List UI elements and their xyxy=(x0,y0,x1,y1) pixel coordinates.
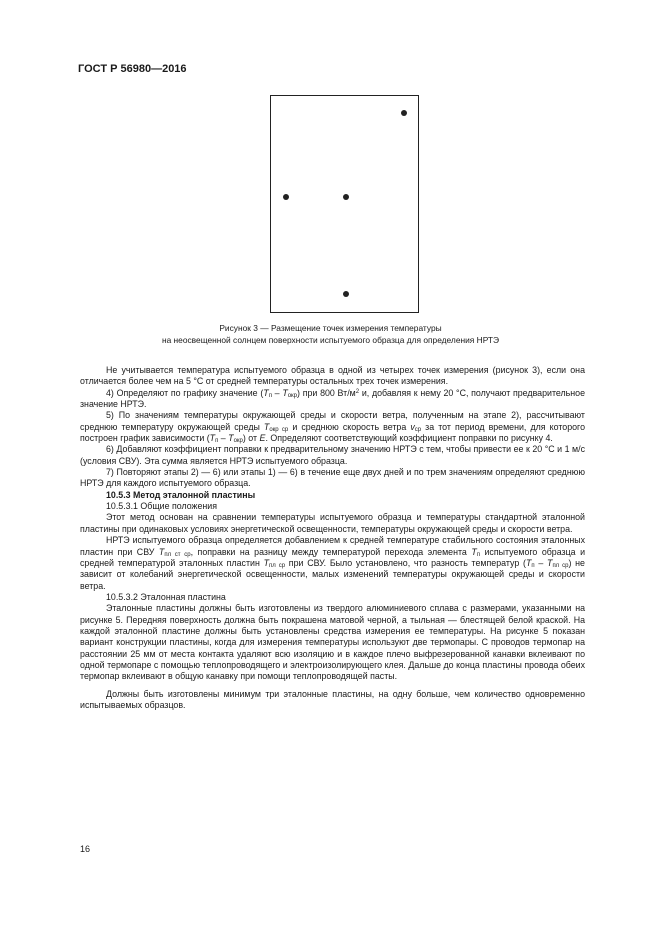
caption-line-1: Рисунок 3 — Размещение точек измерения температуры xyxy=(219,323,442,333)
caption-line-2: на неосвещенной солнцем поверхности испытуемого образца для определения НРТЭ xyxy=(161,334,500,345)
measurement-point-top-right xyxy=(401,110,407,116)
paragraph-method-overview: Этот метод основан на сравнении температуры испытуемого образца и температуры стандартной эталонной пластины при одинаковых условиях энергетической освещенности, температуры окружающей среды и скорости ветра. xyxy=(80,512,585,534)
measurement-point-middle-left xyxy=(283,194,289,200)
section-heading-10-5-3: 10.5.3 Метод эталонной пластины xyxy=(106,489,256,500)
paragraph-plate-count: Должны быть изготовлены минимум три эталонные пластины, на одну больше, чем количество одновременно испытываемых образцов. xyxy=(80,688,585,710)
body-text xyxy=(80,365,585,711)
subsection-heading-10-5-3-2: 10.5.3.2 Эталонная пластина xyxy=(106,591,226,602)
paragraph-nrte-definition: НРТЭ испытуемого образца определяется добавлением к средней температуре стабильного состояния эталонных пластин при СВУ $T_{пл ст ср}$, поправки на разницу между температурой перехода элемента $T_п$ испытуемого образца и средней температурой эталонных пластин $T_{пл ср}$ при СВУ. Было установлено, что разность температур $(T_п - T_{пл ср})$ не зависит от колебаний энергетической освещенности, малых изменений температуры окружающей среды и скорости ветра. xyxy=(80,535,586,591)
paragraph-step-6: 6) Добавляют коэффициент поправки к предварительному значению НРТЭ с тем, чтобы привести ее к 20 °С и 1 м/с (условия СВУ). Эта сумма является НРТЭ испытуемого образца. xyxy=(80,444,585,466)
paragraph-step-7: 7) Повторяют этапы 2) — 6) или этапы 1) — 6) в течение еще двух дней и по трем значениям определяют среднюю НРТЭ для каждого испытуемого образца. xyxy=(80,467,585,489)
measurement-point-bottom-center xyxy=(343,291,349,297)
paragraph-reference-plate: Эталонные пластины должны быть изготовлены из твердого алюминиевого сплава с размерами, указанными на рисунке 5. Передняя поверхность должна быть покрашена матовой черной, а тыльная — блестящей белой краской. На каждой эталонной пластине должны быть установлены средства измерения ее температуры. На рисунке 5 показан вариант конструкции пластины, когда для измерения температуры используют две термопары. С проводов термопар на расстоянии 25 мм от места контакта удаляют всю изоляцию и в каждое плечо выфрезерованной канавки вклеивают по одной термопаре с помощью теплопроводящего и электроизолирующего клея. Дальше до конца пластины провода обеих термопар вклеивают в общую канавку при помощи теплопроводящей пасты. xyxy=(80,603,585,682)
page-number: 16 xyxy=(80,844,91,854)
subsection-heading-10-5-3-1: 10.5.3.1 Общие положения xyxy=(106,501,217,512)
paragraph-excluded-point: Не учитывается температура испытуемого образца в одной из четырех точек измерения (рисунок 3), если она отличается более чем на 5 °С от средней температуры остальных трех точек измерения. xyxy=(80,365,585,387)
paragraph-step-5: 5) По значениям температуры окружающей среды и скорости ветра, полученным на этапе 2), рассчитывают среднюю температуру окружающей среды $T_{окр ср}$ и среднюю скорость ветра $v_{ср}$ за тот период времени, для которого построен график зависимости $(T_п - T_{окр})$ от E. Определяют соответствующий коэффициент поправки по рисунку 4. xyxy=(80,410,585,445)
paragraph-step-4: 4) Определяют по графику значение $(T_п - T_{окр})$ при 800 $Вт/м^2$ и, добавляя к нему 20 °С, получают предварительное значение НРТЭ. xyxy=(80,387,586,410)
figure-caption xyxy=(60,323,601,346)
figure-3-sample-outline xyxy=(270,95,419,313)
document-header: ГОСТ Р 56980—2016 xyxy=(78,63,187,75)
measurement-point-middle-center xyxy=(343,194,349,200)
